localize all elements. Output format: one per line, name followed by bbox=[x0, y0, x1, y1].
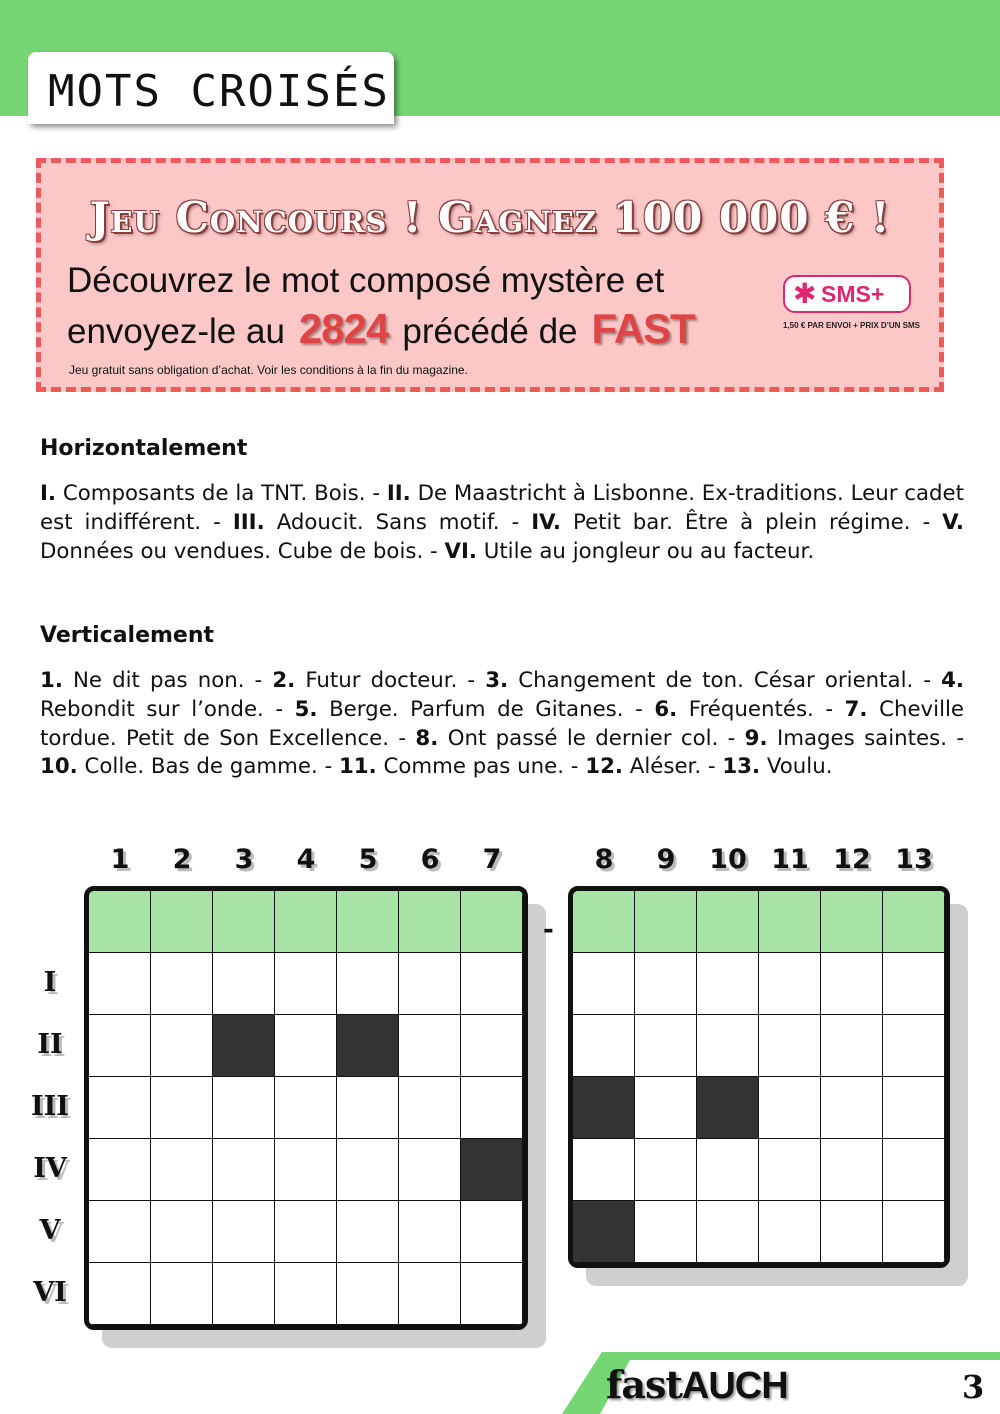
grid-cell[interactable] bbox=[399, 1263, 461, 1325]
clue-number: IV. bbox=[531, 509, 561, 535]
clue-number: 13. bbox=[722, 754, 761, 780]
brand-fast: fast bbox=[606, 1362, 682, 1407]
grid-cell[interactable] bbox=[151, 953, 213, 1015]
grid-cell[interactable] bbox=[759, 1139, 821, 1201]
clue-text: Petit bar. Être à plein régime. - bbox=[561, 509, 943, 535]
clue-number: 7. bbox=[844, 696, 868, 722]
clue-text: Ne dit pas non. - bbox=[62, 668, 273, 693]
answer-cell[interactable] bbox=[883, 891, 945, 953]
grid-cell[interactable] bbox=[573, 953, 635, 1015]
sms-number: 2824 bbox=[298, 305, 389, 352]
clue-text: Composants de la TNT. Bois. - bbox=[56, 481, 387, 506]
right-grid bbox=[568, 886, 950, 1268]
clue-number: 10. bbox=[40, 754, 78, 780]
column-number: 6 bbox=[420, 844, 440, 875]
clue-number: VI. bbox=[444, 538, 477, 564]
vertical-heading: Verticalement bbox=[40, 623, 215, 648]
grid-cell[interactable] bbox=[697, 1139, 759, 1201]
grid-cell[interactable] bbox=[883, 1015, 945, 1077]
answer-cell[interactable] bbox=[399, 891, 461, 953]
grid-cell[interactable] bbox=[213, 1139, 275, 1201]
grid-cell[interactable] bbox=[151, 1139, 213, 1201]
grid-cell[interactable] bbox=[461, 953, 523, 1015]
sms-keyword: FAST bbox=[591, 305, 695, 352]
grid-cell[interactable] bbox=[151, 1077, 213, 1139]
column-number: 2 bbox=[172, 844, 192, 875]
brand-auch: AUCH bbox=[681, 1365, 788, 1407]
grid-cell[interactable] bbox=[275, 1263, 337, 1325]
grid-cell[interactable] bbox=[213, 953, 275, 1015]
grid-cell[interactable] bbox=[821, 1077, 883, 1139]
grid-cell[interactable] bbox=[461, 1015, 523, 1077]
contest-box bbox=[36, 158, 944, 392]
column-number: 5 bbox=[358, 844, 378, 875]
horizontal-clues bbox=[40, 480, 964, 566]
grid-cell[interactable] bbox=[883, 1201, 945, 1263]
column-number: 9 bbox=[656, 844, 676, 875]
clue-number: 2. bbox=[272, 668, 296, 693]
column-number: 10 bbox=[709, 844, 747, 875]
clue-text: Images saintes. - bbox=[767, 725, 964, 751]
left-grid bbox=[84, 886, 528, 1330]
grid-cell[interactable] bbox=[697, 1015, 759, 1077]
clue-text: Colle. Bas de gamme. - bbox=[77, 754, 339, 780]
clue-number: 3. bbox=[485, 668, 509, 693]
grid-cell[interactable] bbox=[635, 1015, 697, 1077]
contest-line-1: Découvrez le mot composé mystère et bbox=[67, 261, 665, 300]
grid-cell[interactable] bbox=[883, 953, 945, 1015]
grid-cell[interactable] bbox=[697, 1201, 759, 1263]
clue-text: Aléser. - bbox=[623, 754, 723, 780]
column-number: 11 bbox=[771, 844, 809, 875]
black-cell bbox=[573, 1077, 635, 1139]
column-number: 4 bbox=[296, 844, 316, 875]
clue-number: 6. bbox=[654, 696, 678, 722]
grid-cell[interactable] bbox=[337, 1263, 399, 1325]
grid-cell[interactable] bbox=[213, 1263, 275, 1325]
sms-plus-logo bbox=[783, 275, 911, 313]
grid-cell[interactable] bbox=[399, 1077, 461, 1139]
grid-cell[interactable] bbox=[821, 953, 883, 1015]
grid-cell[interactable] bbox=[89, 1263, 151, 1325]
column-number: 12 bbox=[833, 844, 871, 875]
horizontal-heading: Horizontalement bbox=[40, 436, 248, 461]
clue-text: Fréquentés. - bbox=[677, 696, 845, 722]
clue-text: Données ou vendues. Cube de bois. - bbox=[40, 538, 445, 564]
clue-number: II. bbox=[386, 481, 411, 506]
black-cell bbox=[697, 1077, 759, 1139]
answer-cell[interactable] bbox=[213, 891, 275, 953]
grid-cell[interactable] bbox=[275, 1077, 337, 1139]
grid-cell[interactable] bbox=[337, 1201, 399, 1263]
clue-text: Comme pas une. - bbox=[376, 754, 586, 780]
black-cell bbox=[573, 1201, 635, 1263]
page-number: 3 bbox=[962, 1368, 985, 1406]
answer-cell[interactable] bbox=[89, 891, 151, 953]
column-number: 3 bbox=[234, 844, 254, 875]
sms-star-icon: ✱ bbox=[793, 277, 817, 310]
clue-number: III. bbox=[232, 509, 265, 535]
answer-cell[interactable] bbox=[275, 891, 337, 953]
grid-cell[interactable] bbox=[275, 953, 337, 1015]
column-number: 8 bbox=[594, 844, 614, 875]
grid-cell[interactable] bbox=[213, 1077, 275, 1139]
grid-cell[interactable] bbox=[151, 1201, 213, 1263]
row-label: II bbox=[37, 1029, 63, 1060]
clue-text: Ont passé le dernier col. - bbox=[438, 725, 745, 751]
clue-number: 9. bbox=[744, 725, 768, 751]
grid-cell[interactable] bbox=[573, 1015, 635, 1077]
vertical-clues bbox=[40, 667, 964, 782]
sms-logo-label: SMS+ bbox=[821, 281, 885, 307]
grid-cell[interactable] bbox=[89, 1139, 151, 1201]
row-label: IV bbox=[33, 1153, 67, 1184]
clue-number: 12. bbox=[585, 754, 623, 780]
title-tab bbox=[28, 52, 394, 124]
grid-cell[interactable] bbox=[337, 953, 399, 1015]
answer-cell[interactable] bbox=[697, 891, 759, 953]
grid-cell[interactable] bbox=[275, 1201, 337, 1263]
grid-cell[interactable] bbox=[461, 1201, 523, 1263]
contest-line-2-prefix: envoyez-le au bbox=[67, 312, 285, 351]
grid-cell[interactable] bbox=[89, 953, 151, 1015]
grid-cell[interactable] bbox=[461, 1077, 523, 1139]
answer-cell[interactable] bbox=[573, 891, 635, 953]
grid-separator: - bbox=[543, 915, 554, 945]
black-cell bbox=[461, 1139, 523, 1201]
row-label: V bbox=[39, 1215, 61, 1246]
grid-cell[interactable] bbox=[759, 953, 821, 1015]
grid-cell[interactable] bbox=[635, 953, 697, 1015]
grid-cell[interactable] bbox=[635, 1201, 697, 1263]
clue-number: I. bbox=[40, 481, 57, 506]
clue-text: Voulu. bbox=[760, 754, 833, 780]
grid-cell[interactable] bbox=[759, 1077, 821, 1139]
grid-cell[interactable] bbox=[151, 1015, 213, 1077]
brand-logo bbox=[606, 1362, 788, 1408]
grid-cell[interactable] bbox=[883, 1139, 945, 1201]
clue-text: Cheville tordue. Petit de Son Excellence. - bbox=[40, 696, 965, 751]
grid-cell[interactable] bbox=[759, 1015, 821, 1077]
clue-number: 8. bbox=[415, 725, 439, 751]
grid-cell[interactable] bbox=[821, 1015, 883, 1077]
grid-cell[interactable] bbox=[759, 1201, 821, 1263]
clue-text: Utile au jongleur ou au facteur. bbox=[476, 538, 815, 564]
grid-cell[interactable] bbox=[635, 1139, 697, 1201]
clue-text: Changement de ton. César oriental. - bbox=[508, 668, 942, 693]
black-cell bbox=[213, 1015, 275, 1077]
grid-cell[interactable] bbox=[697, 953, 759, 1015]
sms-price-note: 1,50 € PAR ENVOI + PRIX D’UN SMS bbox=[783, 321, 921, 330]
grid-cell[interactable] bbox=[821, 1139, 883, 1201]
page-title: MOTS CROISÉS bbox=[48, 66, 390, 117]
clue-number: 11. bbox=[338, 754, 377, 780]
contest-title: Jeu Concours ! Gagnez 100 000 € ! bbox=[89, 193, 891, 242]
clue-number: 5. bbox=[294, 696, 318, 722]
grid-cell[interactable] bbox=[275, 1015, 337, 1077]
row-label: III bbox=[31, 1091, 69, 1122]
answer-cell[interactable] bbox=[635, 891, 697, 953]
answer-cell[interactable] bbox=[337, 891, 399, 953]
answer-cell[interactable] bbox=[461, 891, 523, 953]
grid-cell[interactable] bbox=[89, 1015, 151, 1077]
black-cell bbox=[337, 1015, 399, 1077]
grid-cell[interactable] bbox=[821, 1201, 883, 1263]
column-number: 7 bbox=[482, 844, 502, 875]
contest-footnote: Jeu gratuit sans obligation d’achat. Voir les conditions à la fin du magazine. bbox=[69, 363, 468, 377]
clue-number: 4. bbox=[941, 668, 965, 693]
grid-cell[interactable] bbox=[213, 1201, 275, 1263]
clue-number: V. bbox=[942, 509, 964, 535]
answer-cell[interactable] bbox=[759, 891, 821, 953]
grid-cell[interactable] bbox=[399, 1015, 461, 1077]
clue-text: Berge. Parfum de Gitanes. - bbox=[317, 696, 655, 722]
contest-line-2-middle: précédé de bbox=[402, 312, 578, 351]
column-number: 13 bbox=[895, 844, 933, 875]
clue-text: Adoucit. Sans motif. - bbox=[264, 509, 532, 535]
row-label: VI bbox=[33, 1277, 67, 1308]
grid-cell[interactable] bbox=[151, 1263, 213, 1325]
grid-cell[interactable] bbox=[337, 1139, 399, 1201]
grid-cell[interactable] bbox=[275, 1139, 337, 1201]
column-number: 1 bbox=[110, 844, 130, 875]
grid-cell[interactable] bbox=[89, 1201, 151, 1263]
grid-cell[interactable] bbox=[635, 1077, 697, 1139]
grid-cell[interactable] bbox=[337, 1077, 399, 1139]
clue-text: Rebondit sur l’onde. - bbox=[40, 696, 295, 722]
answer-cell[interactable] bbox=[821, 891, 883, 953]
row-label: I bbox=[43, 967, 57, 998]
grid-cell[interactable] bbox=[399, 1139, 461, 1201]
grid-cell[interactable] bbox=[883, 1077, 945, 1139]
clue-text: De Maastricht à Lisbonne. Ex-traditions. Leur cadet est indifférent. - bbox=[40, 481, 964, 535]
answer-cell[interactable] bbox=[151, 891, 213, 953]
grid-cell[interactable] bbox=[573, 1139, 635, 1201]
contest-line-2 bbox=[67, 305, 709, 353]
clue-text: Futur docteur. - bbox=[295, 668, 486, 693]
grid-cell[interactable] bbox=[89, 1077, 151, 1139]
grid-cell[interactable] bbox=[399, 1201, 461, 1263]
clue-number: 1. bbox=[40, 668, 63, 693]
grid-cell[interactable] bbox=[461, 1263, 523, 1325]
grid-cell[interactable] bbox=[399, 953, 461, 1015]
